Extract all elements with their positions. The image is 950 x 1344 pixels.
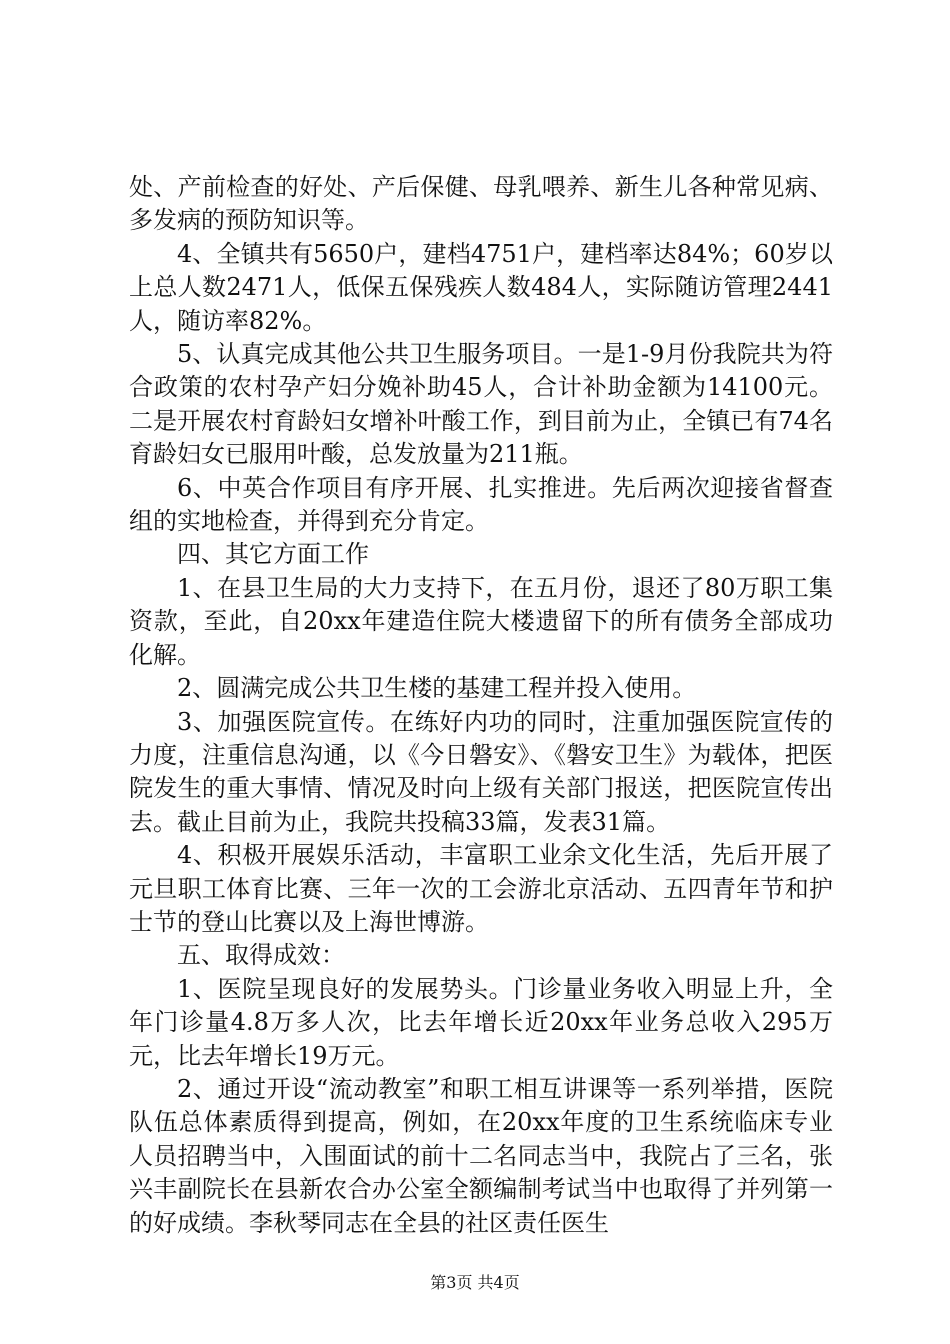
section-heading-achievements: 五、取得成效： (177, 941, 345, 970)
document-body (129, 171, 833, 1240)
section-heading-other-work: 四、其它方面工作 (177, 540, 369, 569)
paragraph-achievement-2: 2、通过开设“流动教室”和职工相互讲课等一系列举措，医院队伍总体素质得到提高，例如，在20xx年度的卫生系统临床专业人员招聘当中，入围面试的前十二名同志当中，我院占了三名，张兴丰副院长在县新农合办公室全额编制考试当中也取得了并列第一的好成绩。李秋琴同志在全县的社区责任医生 (129, 1074, 833, 1237)
paragraph-other-4: 4、积极开展娱乐活动，丰富职工业余文化生活，先后开展了元旦职工体育比赛、三年一次的工会游北京活动、五四青年节和护士节的登山比赛以及上海世博游。 (129, 841, 833, 936)
paragraph-other-2: 2、圆满完成公共卫生楼的基建工程并投入使用。 (177, 674, 697, 703)
paragraph-continuation: 处、产前检查的好处、产后保健、母乳喂养、新生儿各种常见病、多发病的预防知识等。 (129, 173, 833, 235)
paragraph-item-6: 6、中英合作项目有序开展、扎实推进。先后两次迎接省督查组的实地检查，并得到充分肯定。 (129, 473, 833, 536)
paragraph-achievement-1: 1、医院呈现良好的发展势头。门诊量业务收入明显上升，全年门诊量4.8万多人次，比去年增长近20xx年业务总收入295万元，比去年增长19万元。 (129, 974, 833, 1070)
paragraph-item-5: 5、认真完成其他公共卫生服务项目。一是1-9月份我院共为符合政策的农村孕产妇分娩补助45人，合计补助金额为14100元。二是开展农村育龄妇女增补叶酸工作，到目前为止，全镇已有74名育龄妇女已服用叶酸，总发放量为211瓶。 (129, 340, 833, 469)
paragraph-other-3: 3、加强医院宣传。在练好内功的同时，注重加强医院宣传的力度，注重信息沟通，以《今日磐安》、《磐安卫生》为载体，把医院发生的重大事情、情况及时向上级有关部门报送，把医院宣传出去。截止目前为止，我院共投稿33篇，发表31篇。 (129, 707, 833, 836)
page-footer (0, 1270, 950, 1293)
paragraph-other-1: 1、在县卫生局的大力支持下，在五月份，退还了80万职工集资款，至此，自20xx年建造住院大楼遗留下的所有债务全部成功化解。 (129, 573, 833, 669)
page-number: 第3页 共4页 (430, 1273, 520, 1292)
paragraph-item-4: 4、全镇共有5650户，建档4751户，建档率达84%；60岁以上总人数2471人，低保五保残疾人数484人，实际随访管理2441人，随访率82%。 (129, 239, 833, 335)
